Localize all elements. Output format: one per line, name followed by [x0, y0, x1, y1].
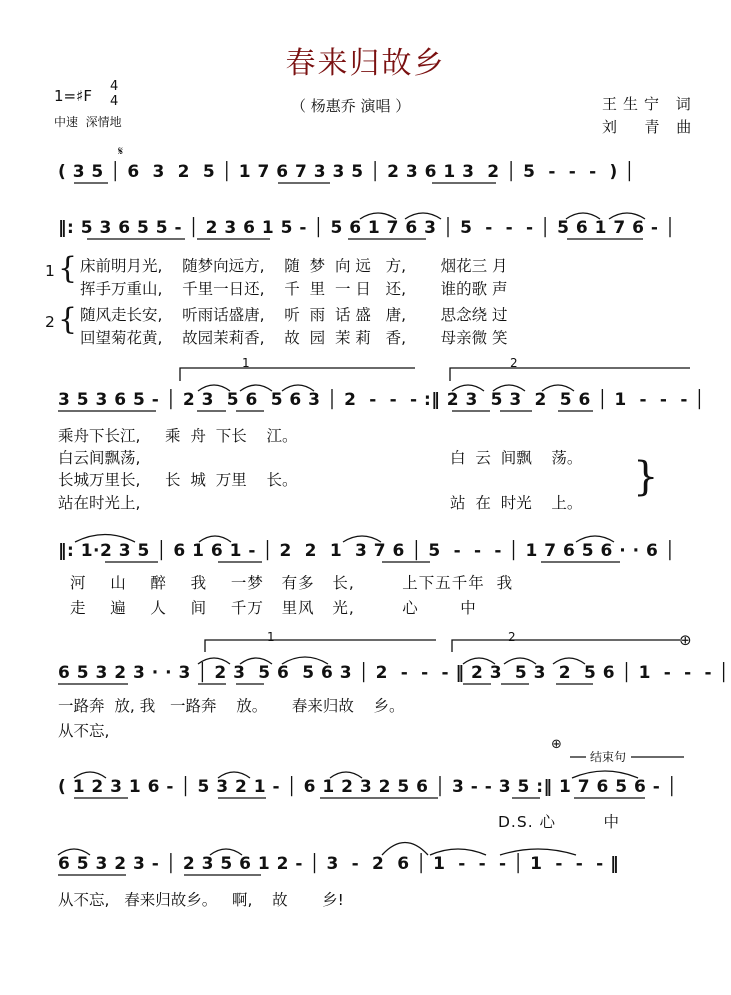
score-line-3: 3 5 3 6 5 - │ 2 3 5 6 5 6 3 │ 2 - - - :‖ 2 3 5 3 2 5 6 │ 1 - - - │ [58, 390, 706, 410]
time-signature-bottom: 4 [110, 94, 119, 109]
tempo-marking: 中速 深情地 [54, 115, 122, 129]
closing-brace: } [633, 454, 659, 500]
lyricist-credit: 王生宁 词 [602, 95, 697, 113]
score-line-1: ( 3 5 │ 6 3 2 5 │ 1 7 6 7 3 3 5 │ 2 3 6 1 3 2 │ 5 - - - ) │ [58, 162, 635, 182]
ending-2-number-b: 2 [508, 630, 516, 644]
key-signature: 1=♯F [54, 87, 92, 105]
verse-2-label: 2 [45, 313, 55, 331]
time-signature-top: 4 [110, 79, 119, 94]
verse-1-line-a: 床前明月光, 随梦向远方, 随 梦 向 远 方, 烟花三 月 [80, 257, 508, 275]
verse-1-line-b: 挥手万重山, 千里一日还, 千 里 一 日 还, 谁的歌 声 [80, 280, 508, 298]
section-2-lyric-4: 站在时光上, [58, 494, 141, 512]
section-2-lyric-2: 白云间飘荡, [58, 449, 141, 467]
coda-sign: ⊕ [679, 631, 692, 649]
section-3-lyric-1: 河 山 醉 我 一梦 有多 长, 上下五千年 我 [70, 574, 514, 592]
ending-1-number: 1 [242, 356, 250, 370]
ds-instruction: D.S. 心 中 [498, 813, 620, 831]
section-2-lyric-3: 长城万里长, 长 城 万里 长。 [58, 471, 298, 489]
score-line-6: ( 1 2 3 1 6 - │ 5 3 2 1 - │ 6 1 2 3 2 5 6 │ 3 - - 3 5 :‖ 1 7 6 5 6 - │ [58, 777, 678, 797]
verse-2-brace: { [58, 302, 78, 337]
section-2-lyric-2b: 白 云 间飘 荡。 [450, 449, 583, 467]
verse-1-brace: { [58, 251, 78, 286]
verse-2-line-a: 随风走长安, 听雨话盛唐, 听 雨 话 盛 唐, 思念绕 过 [80, 306, 508, 324]
section-6-lyric: 从不忘, 春来归故乡。 啊, 故 乡! [58, 891, 344, 909]
section-4-lyric-1: 一路奔 放, 我 一路奔 放。 春来归故 乡。 [58, 697, 405, 715]
ending-2-number: 2 [510, 356, 518, 370]
verse-2-line-b: 回望菊花黄, 故园茉莉香, 故 园 茉 莉 香, 母亲微 笑 [80, 329, 508, 347]
segno-sign: 𝄋 [118, 144, 124, 158]
composer-credit: 刘 青 曲 [602, 118, 698, 136]
verse-1-label: 1 [45, 262, 55, 280]
section-2-lyric-1: 乘舟下长江, 乘 舟 下长 江。 [58, 427, 298, 445]
score-line-4: ‖: 1·2 3 5 │ 6 1 6 1 - │ 2 2 1 3 7 6 │ 5 - - - │ 1 7 6 5 6 · · 6 │ [58, 541, 676, 561]
section-3-lyric-2: 走 遍 人 间 千万 里风 光, 心 中 [70, 599, 477, 617]
ending-phrase-label: 结束句 [590, 750, 627, 764]
singer-credit: （ 杨惠乔 演唱 ） [291, 97, 411, 115]
section-2-lyric-4b: 站 在 时光 上。 [450, 494, 583, 512]
score-line-5: 6 5 3 2 3 · · 3 │ 2 3 5 6 5 6 3 │ 2 - - - ‖ 2 3 5 3 2 5 6 │ 1 - - - │ [58, 663, 730, 683]
section-4-lyric-2: 从不忘, [58, 722, 110, 740]
ending-1-number-b: 1 [267, 630, 275, 644]
score-line-7: 6 5 3 2 3 - │ 2 3 5 6 1 2 - │ 3 - 2 6 │ 1 - - - │ 1 - - - ‖ [58, 854, 620, 874]
coda-sign-end: ⊕ [551, 737, 562, 752]
score-line-2: ‖: 5 3 6 5 5 - │ 2 3 6 1 5 - │ 5 6 1 7 6 3 │ 5 - - - │ 5 6 1 7 6 - │ [58, 218, 676, 238]
song-title: 春来归故乡 [285, 46, 446, 81]
